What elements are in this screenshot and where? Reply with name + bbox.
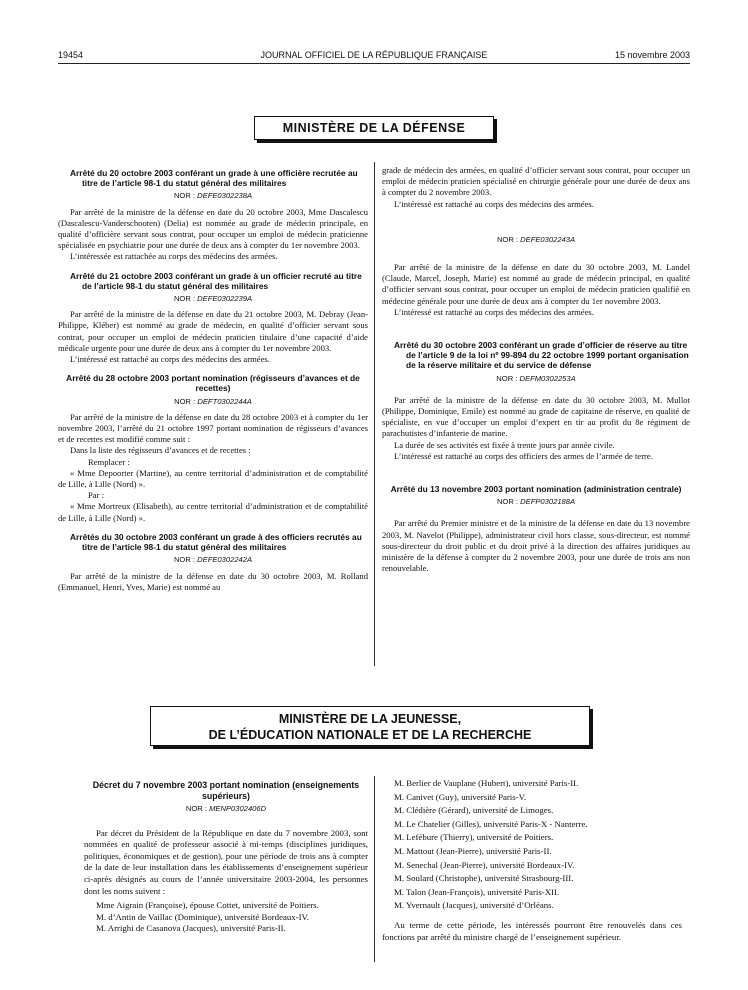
- article-paragraph: grade de médecin des armées, en qualité d’officier servant sous contrat, pour occuper un emploi de médecin praticien spécialisé en chirurgie générale pour une durée de deux ans à compter du 2 novembre 2003.: [382, 165, 690, 198]
- article-paragraph: Remplacer :: [88, 456, 130, 467]
- article-title: Arrêté du 13 novembre 2003 portant nomination (administration centrale): [390, 484, 682, 495]
- list-item: M. Lefébure (Thierry), université de Poitiers.: [394, 832, 554, 843]
- article-paragraph: L’intéressé est rattaché au corps des médecins des armées.: [394, 198, 594, 209]
- nor-reference: NOR : DEFM0302253A: [496, 373, 576, 383]
- list-item: M. Le Chatelier (Gilles), université Paris-X - Nanterre.: [394, 818, 588, 829]
- ministry-heading-line: DE L’ÉDUCATION NATIONALE ET DE LA RECHERCHE: [208, 728, 532, 742]
- article-paragraph: M. d’Antin de Vaillac (Dominique), université Bordeaux-IV.: [96, 911, 309, 922]
- page-number: 19454: [58, 50, 84, 60]
- article-paragraph: Par arrêté de la ministre de la défense en date du 21 octobre 2003, M. Debray (Jean-Philippe, Kléber) est nommé au grade de médecin, en qualité d’officier servant sous contrat, pour occuper un emploi de médecin praticien titulaire d’une capacité d’aide médicale urgente pour une durée de deux ans à compter du 1er novembre 2003.: [58, 309, 368, 353]
- nor-reference: NOR : DEFE0302243A: [496, 234, 576, 244]
- list-item: M. Canivet (Guy), université Paris-V.: [394, 791, 527, 802]
- article-paragraph: Au terme de cette période, les intéressés pourront être renouvelés dans ces fonctions par arrêté du ministre chargé de l’enseignement supérieur.: [382, 919, 682, 942]
- journal-title: JOURNAL OFFICIEL DE LA RÉPUBLIQUE FRANÇAISE: [260, 50, 488, 60]
- nor-reference: NOR : DEFP0302188A: [496, 497, 576, 507]
- nor-reference: NOR : DEFT0302244A: [174, 396, 252, 406]
- article-paragraph: Par arrêté de la ministre de la défense en date du 30 octobre 2003, M. Rolland (Emmanuel, Henri, Yves, Marie) est nommé au: [58, 570, 368, 592]
- nor-reference: NOR : DEFE0302242A: [173, 555, 253, 565]
- list-item: M. Talon (Jean-François), université Paris-XII.: [394, 886, 560, 897]
- list-item: M. Senechal (Jean-Pierre), université Bordeaux-IV.: [394, 859, 575, 870]
- left-column-defense: [58, 164, 368, 593]
- article-paragraph: L’intéressé est rattaché au corps des médecins des armées.: [394, 306, 594, 317]
- article-paragraph: Par arrêté de la ministre de la défense en date du 30 octobre 2003, M. Landel (Claude, Marcel, Joseph, Marie) est nommé au grade de médecin principal, en qualité d’officier servant sous contrat, pour occuper un emploi de médecin praticien qualifié en médecine générale pour une durée de deux ans à compter du 1er novembre 2003.: [382, 262, 690, 306]
- article-paragraph: Par arrêté de la ministre de la défense en date du 28 octobre 2003 et à compter du 1er novembre 2003, l’arrêté du 21 octobre 1997 portant nomination de régisseurs d’avances et de recettes est modifié comme suit :: [58, 411, 368, 445]
- list-item: M. Mattout (Jean-Pierre), université Paris-II.: [394, 845, 552, 856]
- header-rule: [58, 63, 690, 64]
- right-column-defense: [382, 165, 690, 574]
- left-column-education: [84, 776, 368, 935]
- article-paragraph: Par arrêté du Premier ministre et de la ministre de la défense en date du 13 novembre 2003, M. Navelot (Philippe), administrateur civil hors classe, sous-directeur, est nommé sous-directeur du droit public et du droit privé à la direction des affaires juridiques au ministère de la défense à compter du 2 novembre 2003, pour une durée de trois ans non renouvelable.: [382, 518, 690, 574]
- nor-reference: NOR : DEFE0302239A: [173, 294, 253, 304]
- article-paragraph: Par :: [88, 490, 104, 501]
- article-paragraph: Mme Aigrain (Françoise), épouse Cottet, université de Poitiers.: [96, 900, 319, 911]
- ministry-defense-heading: MINISTÈRE DE LA DÉFENSE: [254, 116, 494, 140]
- article-paragraph: « Mme Mortreux (Elisabeth), au centre territorial d’administration et de comptabilité de Lille, à Lille (Nord) ».: [58, 501, 368, 523]
- article-paragraph: L’intéressé est rattaché au corps des médecins des armées.: [70, 354, 270, 365]
- article-paragraph: L’intéressée est rattachée au corps des médecins des armées.: [70, 251, 278, 262]
- article-paragraph: Par arrêté de la ministre de la défense en date du 20 octobre 2003, Mme Dascalescu (Dascalescu-Vanderschooten) (Delia) est nommée au grade de médecin principale, en qualité d’officière servant sous contrat, pour occuper un emploi de médecin praticienne spécialisée en psychiatrie pour une durée de deux ans à compter du 1er novembre 2003.: [58, 206, 368, 251]
- article-title: Arrêté du 28 octobre 2003 portant nomination (régisseurs d’avances et de recettes): [66, 373, 360, 394]
- article-paragraph: La durée de ses activités est fixée à trente jours par année civile.: [394, 439, 615, 450]
- list-item: M. Yvernault (Jacques), université d’Orléans.: [394, 900, 554, 911]
- issue-date: 15 novembre 2003: [614, 50, 690, 60]
- article-title: Arrêté du 30 octobre 2003 conférant un grade d’officier de réserve au titre de l’article 9 de la loi nº 99-894 du 22 octobre 1999 portant organisation de la réserve militaire et du service de défense: [394, 340, 689, 371]
- article-title: Arrêté du 20 octobre 2003 conférant un grade à une officière recrutée au titre de l’article 98-1 du statut général des militaires: [70, 168, 358, 189]
- column-divider: [374, 162, 375, 666]
- right-column-education: [382, 778, 682, 943]
- article-paragraph: « Mme Depoorter (Martine), au centre territorial d’administration et de comptabilité de Lille, à Lille (Nord) ».: [58, 467, 368, 490]
- ministry-education-heading: [150, 706, 590, 746]
- article-paragraph: Dans la liste des régisseurs d’avances et de recettes :: [70, 445, 251, 456]
- article-paragraph: Par décret du Président de la République en date du 7 novembre 2003, sont nommées en qualité de professeur associé à mi-temps (disciplines juridiques, politiques, économiques et de gestion), pour une période de trois ans à compter de la date de leur installation dans les établissements d’enseignement supérieur ci-après désignés au cours de l’année universitaire 2003-2004, les personnes dont les noms suivent :: [84, 827, 368, 896]
- nor-reference: NOR : DEFE0302238A: [173, 191, 253, 201]
- ministry-heading-line: MINISTÈRE DE LA JEUNESSE,: [278, 712, 462, 726]
- article-paragraph: L’intéressé est rattaché au corps des officiers des armes de l’armée de terre.: [394, 450, 653, 461]
- list-item: M. Soulard (Christophe), université Strasbourg-III.: [394, 873, 574, 884]
- column-divider: [374, 776, 375, 962]
- article-paragraph: M. Arrighi de Casanova (Jacques), université Paris-II.: [96, 923, 286, 934]
- list-item: M. Clédière (Gérard), université de Limoges.: [394, 805, 554, 816]
- list-item: M. Berlier de Vauplane (Hubert), université Paris-II.: [394, 778, 579, 788]
- article-paragraph: Par arrêté de la ministre de la défense en date du 30 octobre 2003, M. Mullot (Philippe, Dominique, Emile) est nommé au grade de capitaine de réserve, en qualité de spécialiste, en vue d’occuper un emploi d’expert en tir au profit du 8e régiment de parachutistes d’infanterie de marine.: [382, 394, 690, 439]
- article-title: Arrêtés du 30 octobre 2003 conférant un grade à des officiers recrutés au titre de l’article 98-1 du statut général des militaires: [70, 531, 362, 553]
- nor-reference: NOR : MENP0302406D: [185, 804, 267, 813]
- article-title: Décret du 7 novembre 2003 portant nomination (enseignements supérieurs): [92, 780, 360, 801]
- article-title: Arrêté du 21 octobre 2003 conférant un grade à un officier recruté au titre de l’article 98-1 du statut général des militaires: [70, 270, 362, 291]
